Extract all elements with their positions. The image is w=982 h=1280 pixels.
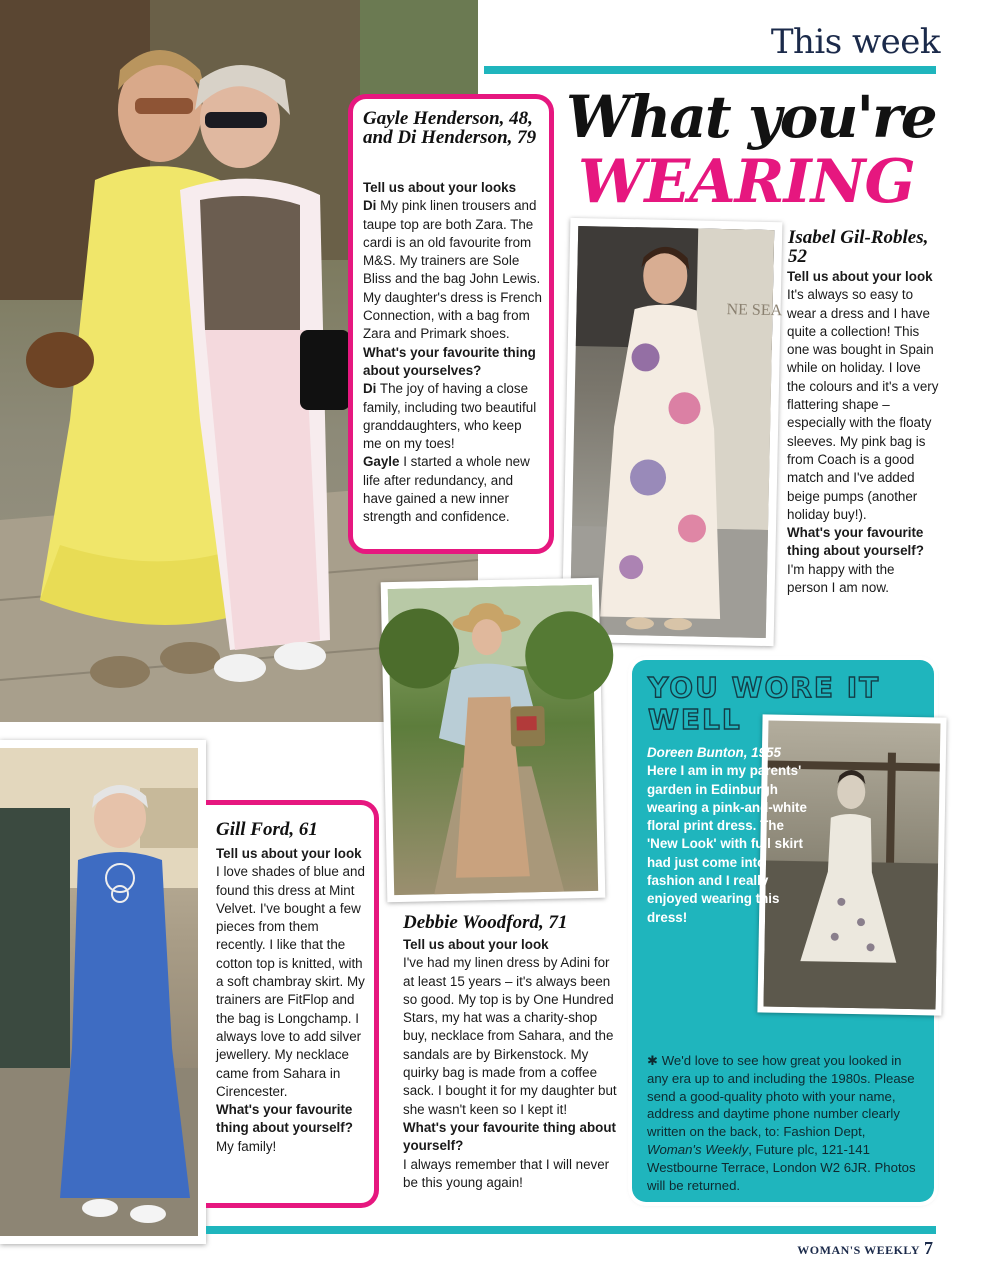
section-label: This week: [770, 22, 940, 62]
shop-sign: NE SEA: [726, 301, 783, 320]
you-wore-it-well-box: [632, 660, 934, 1202]
gayle-text: [363, 179, 543, 527]
isabel-a1: It's always so easy to wear a dress and I have quite a collection! This one was bought in Spain while on holiday. I love the colours and it's a very flattering shape – especially with the floaty sleeves. My pink bag is from Coach is a good match and I've added beige pumps (another holiday buy!).: [787, 287, 939, 522]
note-pre: ✱ We'd love to see how great you looked in any era up to and including the 1980s. Please send a good-quality photo with your name, address and daytime phone number clearly written on the back, to: Fashion Dept,: [647, 1053, 915, 1140]
gayle-q1: Tell us about your looks: [363, 180, 517, 195]
debbie-a1: I've had my linen dress by Adini for at least 15 years – it's always been so good. My top is by One Hundred Stars, my hat was a charity-shop buy, necklace from Sahara, and the sandals are by Birkenstock. My quirky bag is made from a coffee sack. I bought it for my daughter but she wasn't keen so I kept it!: [403, 955, 617, 1117]
gayle-name: Gayle Henderson, 48, and Di Henderson, 79: [363, 108, 537, 148]
gayle-a1-who: Di: [363, 198, 377, 214]
photo-gill-frame: [0, 740, 206, 1244]
note-magazine: Woman's Weekly: [647, 1141, 749, 1157]
isabel-name: Isabel Gil-Robles, 52: [788, 227, 929, 267]
debbie-q1: Tell us about your look: [403, 937, 549, 952]
submission-note: [647, 1052, 923, 1194]
you-wore-it-well-title: YOU WORE IT WELL: [648, 671, 881, 736]
footer-magazine: WOMAN'S WEEKLY: [797, 1243, 920, 1257]
header-rule: [484, 66, 936, 74]
gill-text: [216, 845, 366, 1156]
isabel-a2: I'm happy with the person I am now.: [787, 561, 895, 596]
footer-rule: [206, 1226, 936, 1234]
doreen-caption: [647, 744, 807, 927]
page-title-line1: What you're: [566, 83, 936, 151]
isabel-text: [787, 268, 939, 597]
photo-debbie-frame: [381, 578, 606, 902]
gayle-story-box: [348, 94, 554, 554]
note-post: , Future plc, 121-141 Westbourne Terrace, London W2 6JR. Photos will be returned.: [647, 1141, 916, 1193]
gill-a2: My family!: [216, 1138, 277, 1154]
page-number: 7: [924, 1238, 933, 1258]
doreen-text: Here I am in my parents' garden in Edinburgh wearing a pink-and-white floral print dress. The 'New Look' with full skirt had just come into fashion and I really enjoyed wearing this dress!: [647, 763, 807, 925]
debbie-a2: I always remember that I will never be this young again!: [403, 1156, 610, 1190]
gayle-a3-who: Gayle: [363, 454, 400, 470]
gayle-q2: What's your favourite thing about yourselves?: [363, 344, 536, 378]
gill-q2: What's your favourite thing about yourself?: [216, 1102, 353, 1136]
gayle-a2: The joy of having a close family, including two beautiful granddaughters, who keep me on my toes!: [363, 381, 537, 452]
gill-q1: Tell us about your look: [216, 846, 362, 861]
gayle-a3: I started a whole new life after redundancy, and have gained a new inner strength and confidence.: [363, 454, 530, 525]
page-title-line2: WEARING: [578, 147, 915, 217]
debbie-name: Debbie Woodford, 71: [403, 912, 568, 933]
gayle-a1: My pink linen trousers and taupe top are both Zara. The cardi is an old favourite from M&S. My trainers are Sole Bliss and the bag John Lewis. My daughter's dress is French Connection, with a bag from Zara and Primark shoes.: [363, 198, 542, 342]
isabel-q2: What's your favourite thing about yourself?: [787, 525, 924, 559]
gill-story-box: [206, 800, 379, 1208]
isabel-q1: Tell us about your look: [787, 269, 933, 284]
gill-a1: I love shades of blue and found this dress at Mint Velvet. I've bought a few pieces from them recently. I like that the cotton top is knitted, with a soft chambray skirt. My trainers are FitFlop and the bag is Longchamp. I always love to add silver jewellery. My necklace came from Sahara in Cirencester.: [216, 864, 365, 1099]
debbie-text: [403, 936, 617, 1192]
doreen-name: Doreen Bunton, 1955: [647, 745, 781, 760]
gill-name: Gill Ford, 61: [216, 819, 318, 840]
gayle-a2-who: Di: [363, 381, 377, 397]
debbie-q2: What's your favourite thing about yourself?: [403, 1119, 616, 1154]
